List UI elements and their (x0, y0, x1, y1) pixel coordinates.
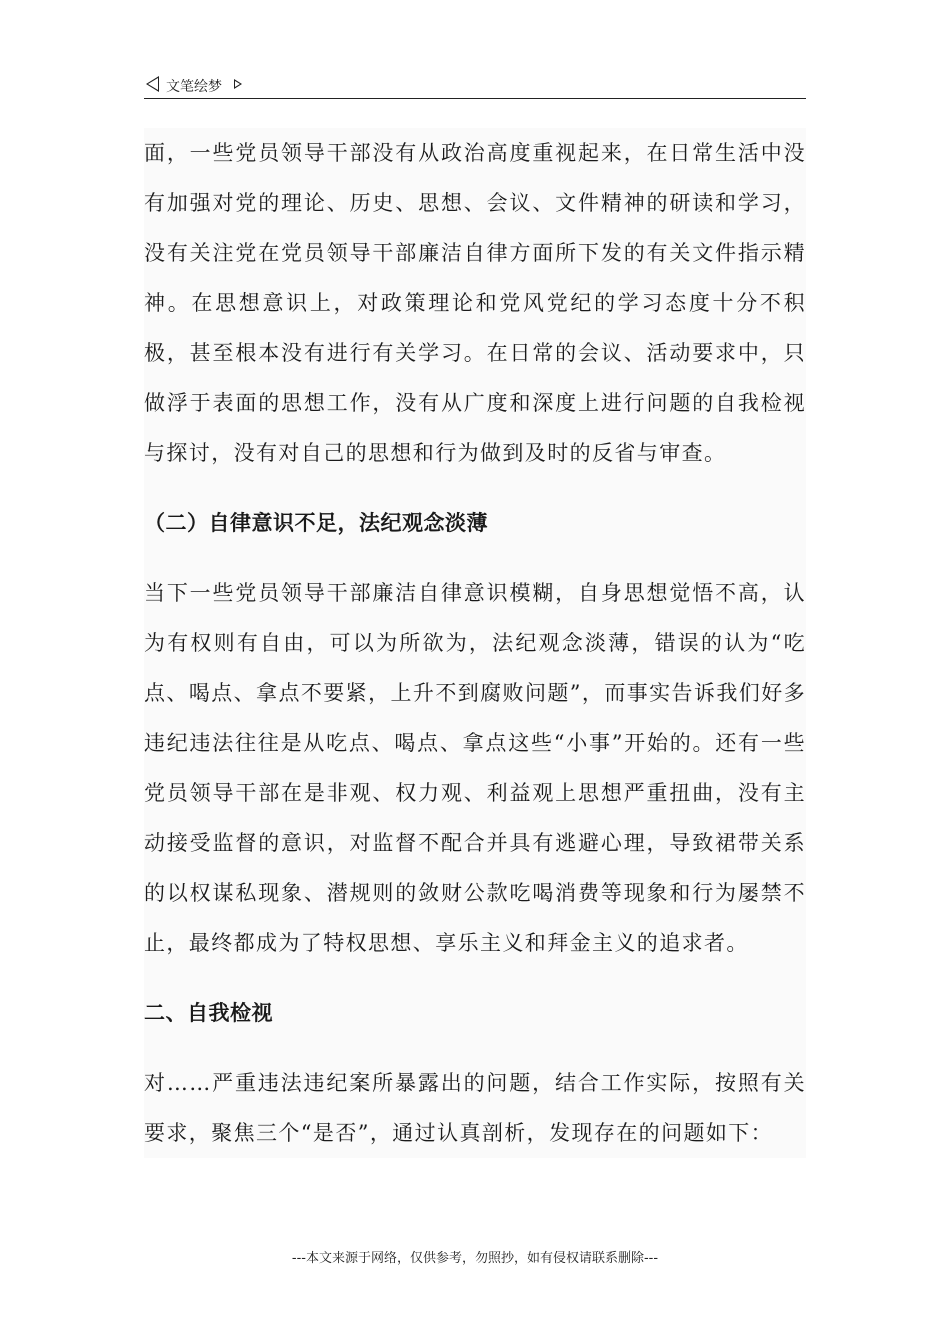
page-footer: ---本文来源于网络，仅供参考，勿照抄，如有侵权请联系删除--- (291, 1251, 659, 1266)
section-heading-2: （二）自律意识不足，法纪观念淡薄 (144, 511, 488, 535)
paragraph-1: 面，一些党员领导干部没有从政治高度重视起来，在日常生活中没有加强对党的理论、历史、思想、会议、文件精神的研读和学习，没有关注党在党员领导干部廉洁自律方面所下发的有关文件指示精神。在思想意识上，对政策理论和党风党纪的学习态度十分不积极，甚至根本没有进行有关学习。在日常的会议、活动要求中，只做浮于表面的思想工作，没有从广度和深度上进行问题的自我检视与探讨，没有对自己的思想和行为做到及时的反省与审查。 (144, 141, 806, 465)
paragraph-2: 当下一些党员领导干部廉洁自律意识模糊，自身思想觉悟不高，认为有权则有自由，可以为所欲为，法纪观念淡薄，错误的认为“吃点、喝点、拿点不要紧，上升不到腐败问题”，而事实告诉我们好多违纪违法往往是从吃点、喝点、拿点这些“小事”开始的。还有一些党员领导干部在是非观、权力观、利益观上思想严重扭曲，没有主动接受监督的意识，对监督不配合并具有逃避心理，导致裙带关系的以权谋私现象、潜规则的敛财公款吃喝消费等现象和行为屡禁不止，最终都成为了特权思想、享乐主义和拜金主义的追求者。 (144, 581, 806, 955)
page-header (144, 72, 806, 99)
header-brand: 文笔绘梦 (166, 79, 222, 95)
section-heading-self-review: 二、自我检视 (144, 1001, 273, 1025)
paragraph-3: 对……严重违法违纪案所暴露出的问题，结合工作实际，按照有关要求，聚焦三个“是否”，通过认真剖析，发现存在的问题如下： (144, 1071, 806, 1145)
document-body (144, 128, 806, 1158)
left-triangle-icon (146, 76, 159, 92)
right-triangle-icon (234, 79, 242, 89)
